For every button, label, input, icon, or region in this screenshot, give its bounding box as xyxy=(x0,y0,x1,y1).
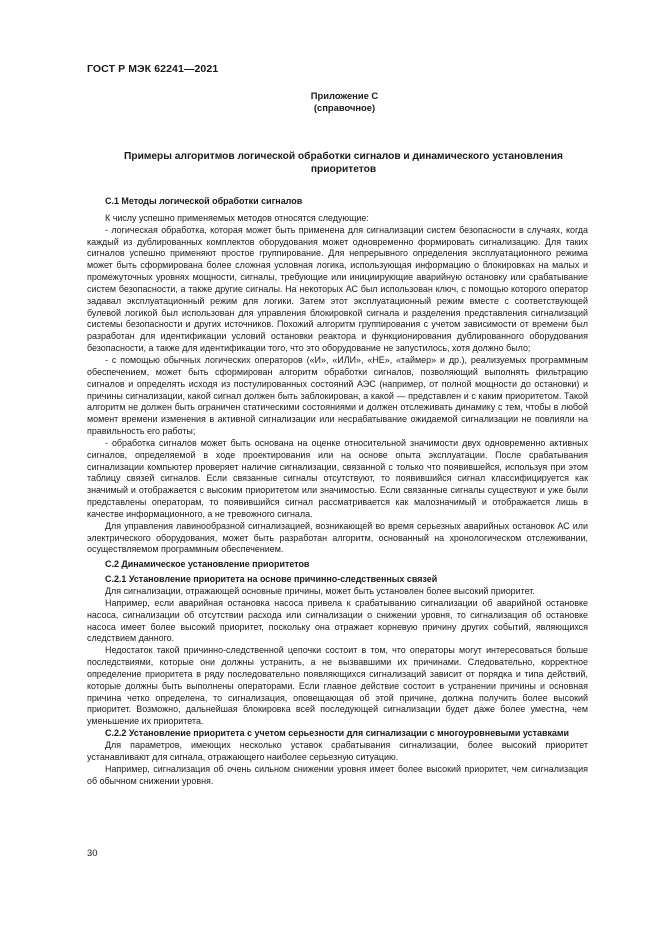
appendix-title: Приложение С xyxy=(310,90,379,101)
standard-code-header: ГОСТ Р МЭК 62241—2021 xyxy=(87,63,219,75)
appendix-subtitle: (справочное) xyxy=(313,102,376,113)
c21-paragraph-2: Например, если аварийная остановка насоса привела к срабатыванию сигнализации об аварийной остановке насоса, сигнализации об отсутствии расхода или сигнализации о снижении уровня, то сигнализация об остановке насоса имеет более высокий приоритет, поскольку она отражает корневую причину других событий, являющихся следствием данного. xyxy=(87,597,588,644)
c1-intro: К числу успешно применяемых методов относятся следующие: xyxy=(105,212,369,223)
appendix-heading xyxy=(0,90,661,114)
c21-paragraph-1: Для сигнализации, отражающей основные причины, может быть установлен более высокий приоритет. xyxy=(105,586,535,596)
main-title: Примеры алгоритмов логической обработки сигналов и динамического установления приоритетов xyxy=(124,151,563,175)
page-number: 30 xyxy=(87,847,98,858)
section-c21-heading: С.2.1 Установление приоритета на основе причинно-следственных связей xyxy=(105,574,438,585)
c1-item-3: - обработка сигналов может быть основана на оценке относительной значимости двух одновременно активных сигналов, определяемой в ходе проектирования или на основе опыта эксплуатации. После срабатывания сигнализации компьютер проверяет наличие сигнализации, связанной с только что появившейся, используя при этом таблицу связей сигналов. Если связанные сигналы отсутствуют, то появившийся сигнал классифицируется как значимый и отображается с высоким приоритетом или значимостью. Если связанные сигналы существуют и уже были представлены операторам, то появившийся сигнал рассматривается как малозначимый и отображается лишь в качестве информационного, а не тревожного сигнала. xyxy=(87,437,588,519)
c1-item-1: - логическая обработка, которая может быть применена для сигнализации систем безопасности в случаях, когда каждый из дублированных комплектов оборудования может одновременно формировать сигнализацию. Для таких сигналов успешно применяют простое группирование. Для непрерывного определения эксплуатационного режима может быть сформирована более сложная условная логика, использующая информацию о блокировках на малых и промежуточных уровнях мощности, сигналы, требующие или инициирующие аварийную остановку или срабатывание систем безопасности, а также другие сигналы. На некоторых АС был использован ключ, с помощью которого оператор задавал эксплуатационный режим для логики. Затем этот эксплуатационный режим вместе с соответствующей булевой логикой был использован для управления блокировкой сигнала и разделения представления сигнализаций системы безопасности и других источников. Похожий алгоритм группирования с учетом зависимости от времени был разработан для идентификации условий остановки реактора и функционирования дублированного оборудования безопасности, а также для идентификации того, что это оборудование не запустилось, хотя должно было; xyxy=(87,224,588,354)
section-c2-heading: С.2 Динамическое установление приоритетов xyxy=(105,559,310,570)
c22-paragraph-1: Для параметров, имеющих несколько уставок срабатывания сигнализации, более высокий приоритет устанавливают для сигнала, отражающего наиболее серьезную ситуацию. xyxy=(87,739,588,762)
section-c22-heading: С.2.2 Установление приоритета с учетом серьезности для сигнализации с многоуровневыми уставками xyxy=(105,728,569,739)
c1-closing: Для управления лавинообразной сигнализацией, возникающей во время серьезных аварийных остановок АС или электрического оборудования, может быть разработан алгоритм, основанный на хронологическом отслеживании, осуществляемом программным обеспечением. xyxy=(87,520,588,555)
section-c1-heading: С.1 Методы логической обработки сигналов xyxy=(105,196,303,206)
c21-paragraph-3: Недостаток такой причинно-следственной цепочки состоит в том, что операторы могут интересоваться больше последствиями, которые они должны устранить, а не вызвавшими их причинами. Следовательно, корректное определение приоритета в ряду последовательно появляющихся сигнализаций зависит от порядка и типа действий, которые должны быть выполнены операторами. Если главное действие состоит в устранении причины и основная причина четко определена, то сигнализация, оповещающая об этой причине, должна получить более высокий приоритет. Возможно, дальнейшая блокировка всей последующей сигнализации будет даже более уместна, чем уменьшение их приоритета. xyxy=(87,645,588,727)
body-text xyxy=(87,196,588,787)
c22-paragraph-2: Например, сигнализация об очень сильном снижении уровня имеет более высокий приоритет, чем сигнализация об обычном снижении уровня. xyxy=(87,763,588,786)
c1-item-2: - с помощью обычных логических операторов («И», «ИЛИ», «НЕ», «таймер» и др.), реализуемых программным обеспечением, может быть сформирован алгоритм обработки сигналов, позволяющий выполнять фильтрацию сигналов и определять исходя из постулированных состояний АЭС (например, от полной мощности до остановки) и причины сигнализации, какой сигнал должен быть заблокирован, а какой — представлен и с каким приоритетом. Такой алгоритм не должен быть ограничен статическими состояниями и должен отслеживать динамику с тем, чтобы в любой момент времени изменения в активной сигнализации или несрабатывание ожидаемой сигнализации не повлияли на правильность его работы; xyxy=(87,354,588,437)
